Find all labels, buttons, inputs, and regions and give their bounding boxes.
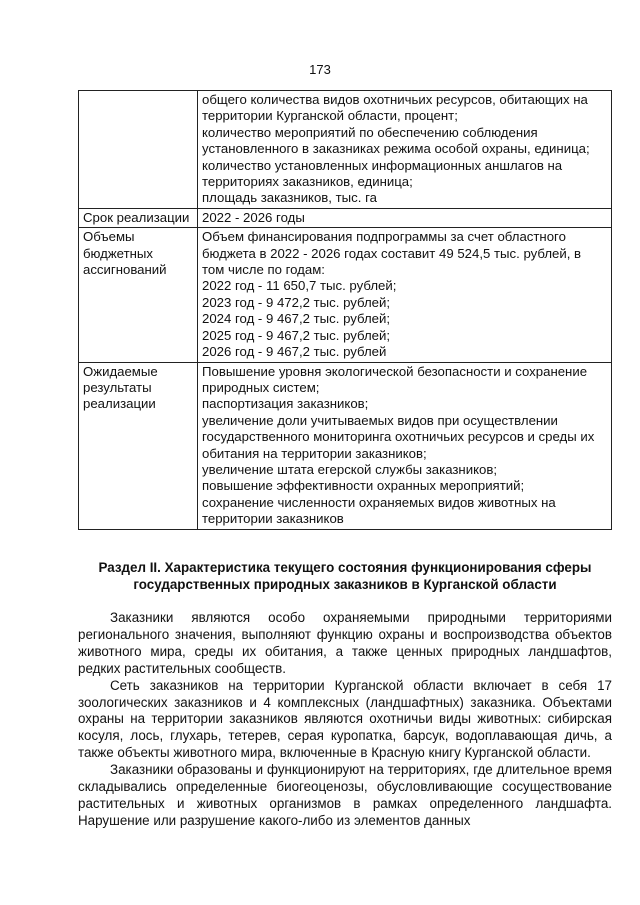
list-item: 2022 - 2026 годы xyxy=(202,209,305,225)
list-item: увеличение доли учитываемых видов при осуществлении государственного мониторинга охотничьих ресурсов и среды их обитания на территории заказников; xyxy=(202,412,595,461)
paragraph: Сеть заказников на территории Курганской области включает в себя 17 зоологических заказников и 4 комплексных (ландшафтных) заказника. Объектами охраны на территории заказников являются охотничьи виды животных: сибирская косуля, лось, глухарь, тетерев, серая куропатка, барсук, водоплавающая дичь, а также объекты животного мира, включенные в Красную книгу Курганской области. xyxy=(78,677,612,761)
list-item: 2025 год - 9 467,2 тыс. рублей; xyxy=(202,327,391,343)
table-row xyxy=(79,228,612,362)
row-value xyxy=(198,362,612,529)
section-body xyxy=(78,610,612,830)
row-value xyxy=(198,208,612,227)
subprogram-passport-table xyxy=(78,90,612,530)
list-item: Повышение уровня экологической безопасности и сохранение природных систем; xyxy=(202,363,588,395)
row-label: Объемы бюджетных ассигнований xyxy=(79,228,198,362)
list-item: повышение эффективности охранных мероприятий; xyxy=(202,478,525,494)
list-item: 2023 год - 9 472,2 тыс. рублей; xyxy=(202,294,391,310)
list-item: количество установленных информационных аншлагов на территориях заказников, единица; xyxy=(202,157,563,190)
list-item: 2024 год - 9 467,2 тыс. рублей; xyxy=(202,311,391,327)
list-item: общего количества видов охотничьих ресурсов, обитающих на территории Курганской области, процент; xyxy=(202,92,588,124)
row-label: Срок реализации xyxy=(79,208,198,227)
row-value xyxy=(198,91,612,209)
list-item: паспортизация заказников; xyxy=(202,396,369,412)
table-row xyxy=(79,91,612,209)
section-heading: Раздел II. Характеристика текущего состояния функционирования сферы государственных природных заказников в Курганской области xyxy=(98,560,592,592)
list-item: 2022 год - 11 650,7 тыс. рублей; xyxy=(202,278,397,294)
paragraph: Заказники образованы и функционируют на территориях, где длительное время складывались определенные биогеоценозы, обусловливающие сосуществование растительных и животных организмов в рамках определенного ландшафта. Нарушение или разрушение какого-либо из элементов данных xyxy=(78,762,612,828)
table-row xyxy=(79,362,612,529)
list-item: площадь заказников, тыс. га xyxy=(202,190,377,206)
row-label: Ожидаемые результаты реализации xyxy=(79,362,198,529)
row-label xyxy=(79,91,198,209)
table-row xyxy=(79,208,612,227)
list-item: увеличение штата егерской службы заказников; xyxy=(202,461,498,477)
page-number: 173 xyxy=(309,62,331,77)
list-item: Объем финансирования подпрограммы за счет областного бюджета в 2022 - 2026 годах составит 49 524,5 тыс. рублей, в том числе по годам: xyxy=(202,229,582,278)
list-item: количество мероприятий по обеспечению соблюдения установленного в заказниках режима особой охраны, единица; xyxy=(202,124,590,157)
paragraph: Заказники являются особо охраняемыми природными территориями регионального значения, выполняют функцию охраны и воспроизводства объектов животного мира, среды их обитания, а также ценных природных ландшафтов, редких растительных сообществ. xyxy=(78,610,612,676)
list-item: 2026 год - 9 467,2 тыс. рублей xyxy=(202,344,387,360)
list-item: сохранение численности охраняемых видов животных на территории заказников xyxy=(202,494,556,527)
row-value xyxy=(198,228,612,362)
